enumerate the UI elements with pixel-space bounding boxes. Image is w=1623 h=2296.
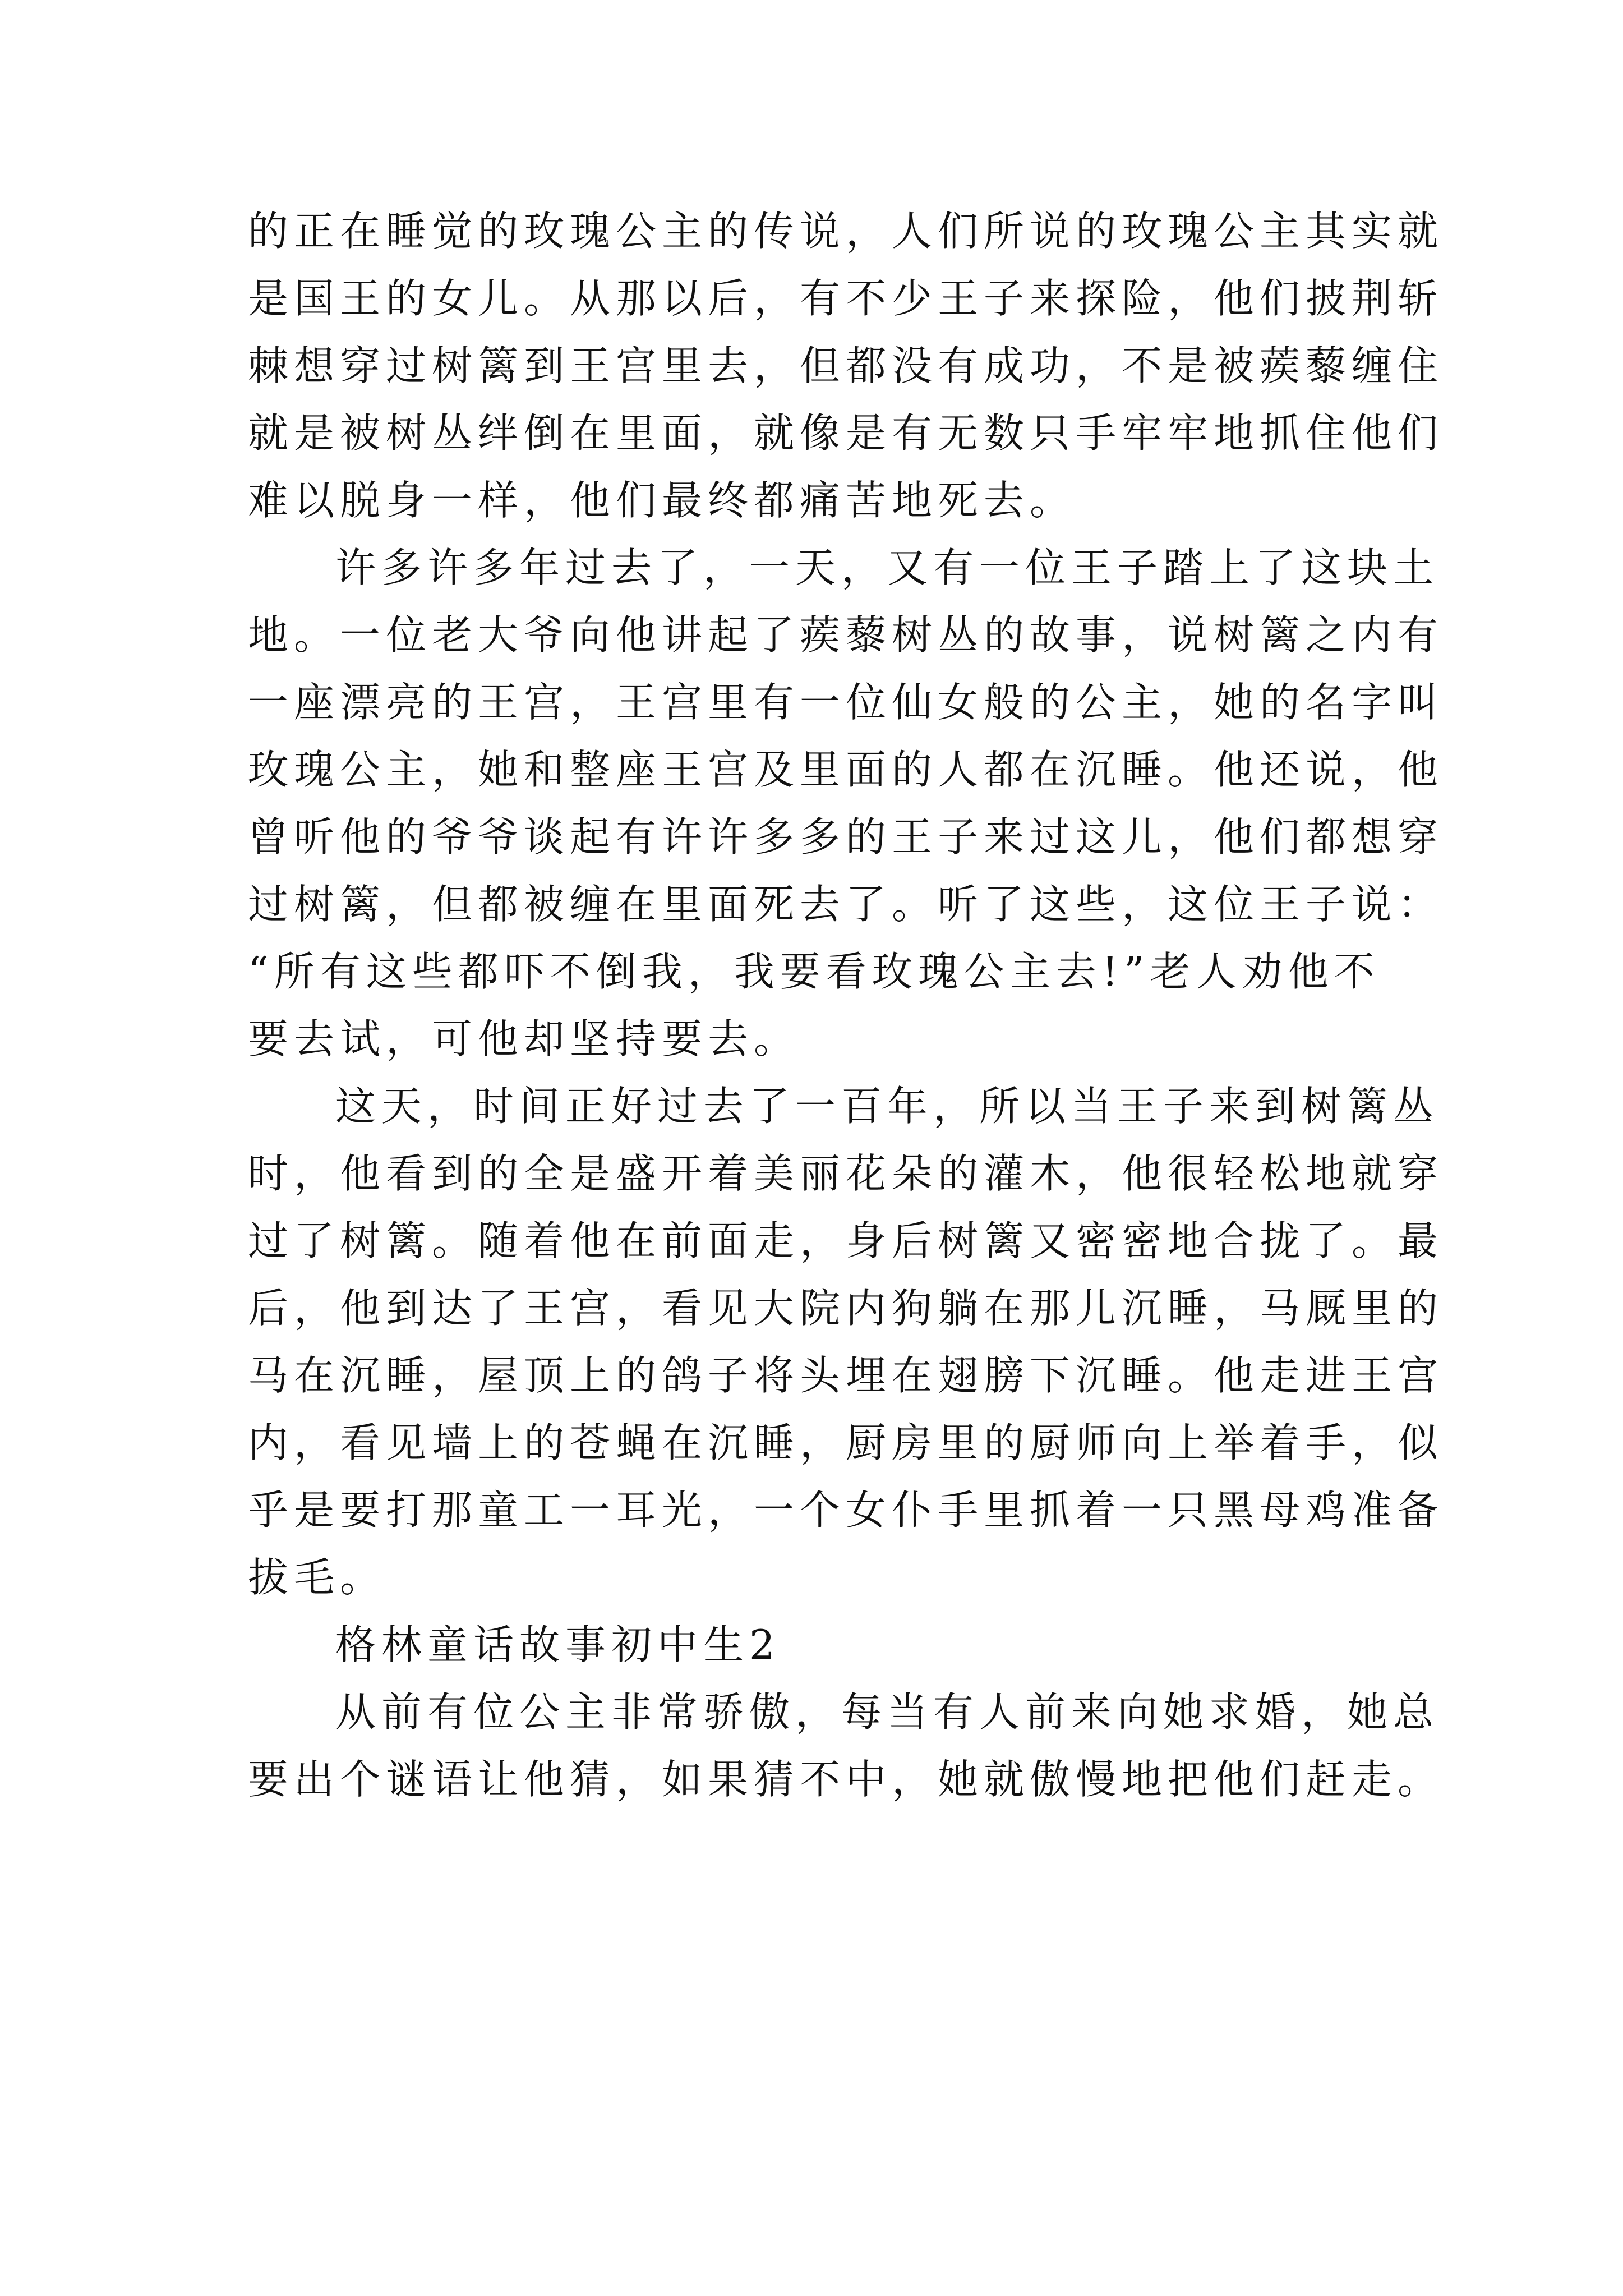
text-line: 要去试，可他却坚持要去。 xyxy=(248,1015,800,1062)
text-line: 马在沉睡，屋顶上的鸽子将头埋在翅膀下沉睡。他走进王宫 xyxy=(248,1352,1444,1399)
text-line: 棘想穿过树篱到王宫里去，但都没有成功，不是被蒺藜缠住 xyxy=(248,342,1444,389)
text-line: 难以脱身一样，他们最终都痛苦地死去。 xyxy=(248,477,1076,524)
text-line: 就是被树丛绊倒在里面，就像是有无数只手牢牢地抓住他们 xyxy=(248,409,1444,457)
paragraph-start-line: 这天，时间正好过去了一百年，所以当王子来到树篱丛 xyxy=(335,1083,1440,1130)
paragraph-start-line: 许多许多年过去了，一天，又有一位王子踏上了这块土 xyxy=(335,544,1440,591)
text-line: 是国王的女儿。从那以后，有不少王子来探险，他们披荆斩 xyxy=(248,275,1444,322)
section-heading: 格林童话故事初中生2 xyxy=(335,1621,781,1668)
text-line: 内，看见墙上的苍蝇在沉睡，厨房里的厨师向上举着手，似 xyxy=(248,1419,1444,1466)
text-line: 后，他到达了王宫，看见大院内狗躺在那儿沉睡，马厩里的 xyxy=(248,1285,1444,1332)
text-line: 地。一位老大爷向他讲起了蒺藜树丛的故事，说树篱之内有 xyxy=(248,611,1444,659)
text-line: “所有这些都吓不倒我，我要看玫瑰公主去!”老人劝他不 xyxy=(248,948,1380,995)
text-line: 一座漂亮的王宫，王宫里有一位仙女般的公主，她的名字叫 xyxy=(248,679,1444,726)
text-line: 玫瑰公主，她和整座王宫及里面的人都在沉睡。他还说，他 xyxy=(248,746,1444,793)
text-line: 过树篱，但都被缠在里面死去了。听了这些，这位王子说： xyxy=(248,881,1444,928)
text-line: 拔毛。 xyxy=(248,1554,386,1601)
text-line: 过了树篱。随着他在前面走，身后树篱又密密地合拢了。最 xyxy=(248,1217,1444,1264)
text-line: 曾听他的爷爷谈起有许许多多的王子来过这儿，他们都想穿 xyxy=(248,813,1444,861)
text-line: 的正在睡觉的玫瑰公主的传说，人们所说的玫瑰公主其实就 xyxy=(248,208,1444,255)
paragraph-start-line: 从前有位公主非常骄傲，每当有人前来向她求婚，她总 xyxy=(335,1688,1440,1736)
text-line: 要出个谜语让他猜，如果猜不中，她就傲慢地把他们赶走。 xyxy=(248,1756,1444,1803)
text-line: 乎是要打那童工一耳光，一个女仆手里抓着一只黑母鸡准备 xyxy=(248,1487,1444,1534)
body-text xyxy=(248,197,1444,1813)
text-line: 时，他看到的全是盛开着美丽花朵的灌木，他很轻松地就穿 xyxy=(248,1150,1444,1197)
